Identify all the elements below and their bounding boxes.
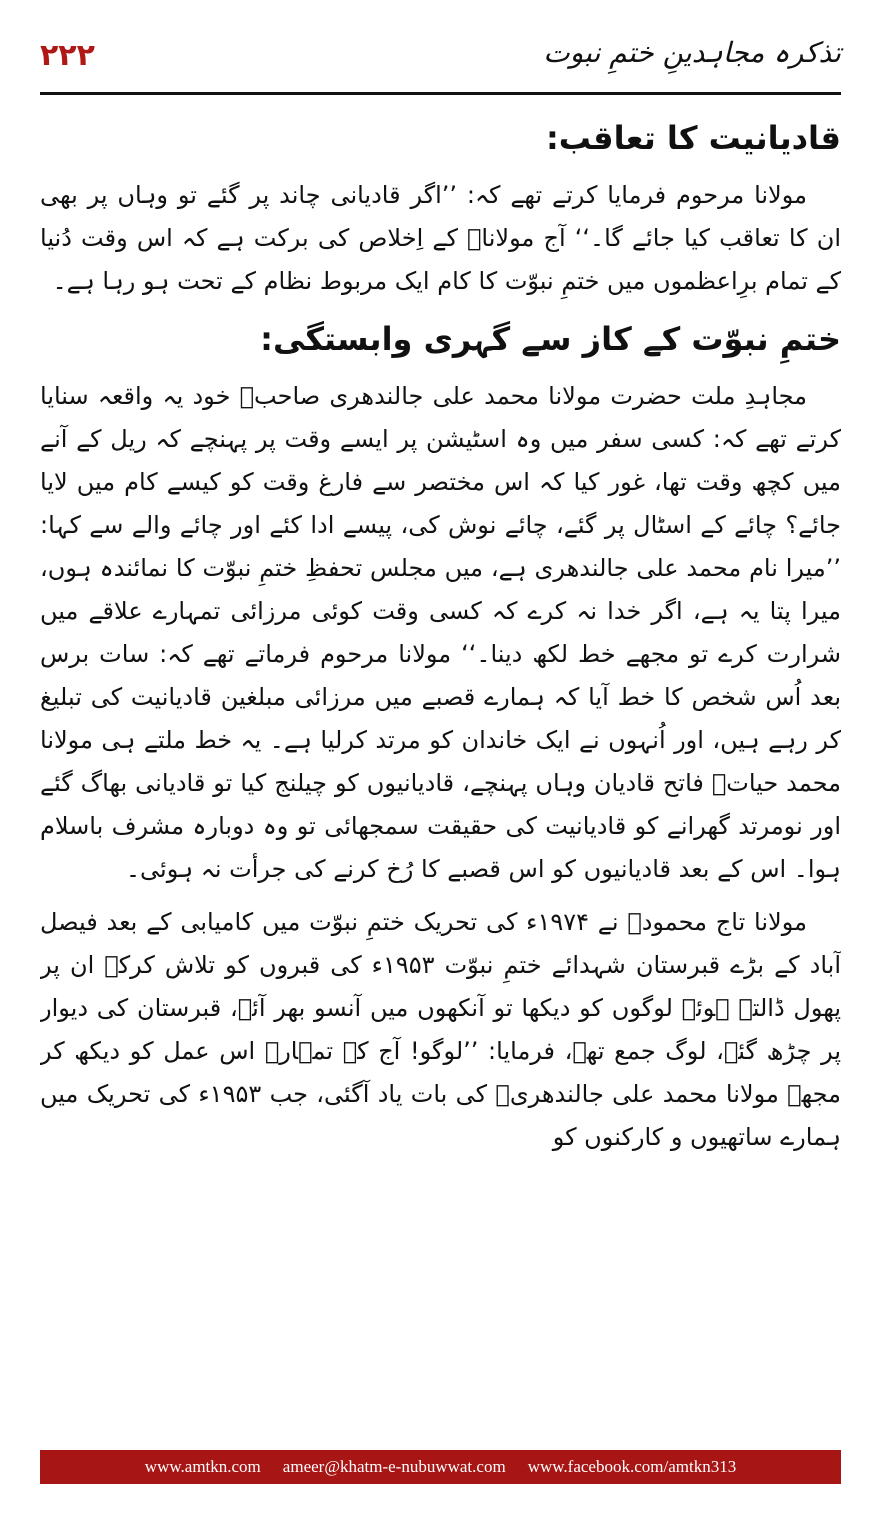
paragraph-1: مولانا مرحوم فرمایا کرتے تھے کہ: ’’اگر قادیانی چاند پر گئے تو وہاں پر بھی ان کا تعاقب کیا جائے گا۔‘‘ آج مولاناؒ کے اِخلاص کی برکت ہے کہ اس وقت دُنیا کے تمام برِاعظموں میں ختمِ نبوّت کا کام ایک مربوط نظام کے تحت ہو رہا ہے۔ [40,181,841,295]
paragraph-3: مولانا تاج محمودؒ نے ۱۹۷۴ء کی تحریک ختمِ نبوّت میں کامیابی کے بعد فیصل آباد کے بڑے قبرستان شہدائے ختمِ نبوّت ۱۹۵۳ء کی قبروں کو تلاش کرکے ان پر پھول ڈالتے ہوئے لوگوں کو دیکھا تو آنکھوں میں آنسو بھر آئے، قبرستان کی دیوار پر چڑھ گئے، لوگ جمع تھے، فرمایا: ’’لوگو! آج کے تمہارے اس عمل کو دیکھ کر مجھے مولانا محمد علی جالندھریؒ کی بات یاد آگئی، جب ۱۹۵۳ء کی تحریک میں ہمارے ساتھیوں و کارکنوں کو [40,908,841,1151]
website-link[interactable]: www.amtkn.com [144,1457,261,1476]
header-divider [40,92,841,95]
page-body [40,112,841,1427]
book-title: تذکرہ مجاہدینِ ختمِ نبوت [543,36,841,69]
page-header [40,28,841,88]
paragraph-2: مجاہدِ ملت حضرت مولانا محمد علی جالندھری صاحبؒ خود یہ واقعہ سنایا کرتے تھے کہ: کسی سفر میں وہ اسٹیشن پر ایسے وقت پر پہنچے کہ ریل کے آنے میں کچھ وقت تھا، غور کیا کہ اس مختصر سے فارغ وقت کو کیسے کام میں لایا جائے؟ چائے کے اسٹال پر گئے، چائے نوش کی، پیسے ادا کئے اور چائے والے سے کہا: ’’میرا نام محمد علی جالندھری ہے، میں مجلس تحفظِ ختمِ نبوّت کا نمائندہ ہوں، میرا پتا یہ ہے، اگر خدا نہ کرے کہ کسی وقت کوئی مرزائی تمہارے علاقے میں شرارت کرے تو مجھے خط لکھ دینا۔‘‘ مولانا مرحوم فرماتے تھے کہ: سات برس بعد اُس شخص کا خط آیا کہ ہمارے قصبے میں مرزائی مبلغین قادیانیت کی تبلیغ کر رہے ہیں، اور اُنہوں نے ایک خاندان کو مرتد کرلیا ہے۔ یہ خط ملتے ہی مولانا محمد حیاتؒ فاتح قادیان وہاں پہنچے، قادیانیوں کو چیلنج کیا تو قادیانی بھاگ گئے اور نومرتد گھرانے کو قادیانیت کی حقیقت سمجھائی تو وہ دوبارہ مشرف باسلام ہوا۔ اس کے بعد قادیانیوں کو اس قصبے کا رُخ کرنے کی جرأت نہ ہوئی۔ [40,382,841,883]
email-link[interactable]: ameer@khatm-e-nubuwwat.com [282,1457,506,1476]
facebook-link[interactable]: www.facebook.com/amtkn313 [527,1457,737,1476]
section-heading-qadianiyat: قادیانیت کا تعاقب: [546,119,841,157]
section-heading-khatm-e-nubuwwat: ختمِ نبوّت کے کاز سے گہری وابستگی: [260,320,841,358]
page-number: ۲۲۲ [40,38,95,73]
footer-bar [40,1450,841,1484]
